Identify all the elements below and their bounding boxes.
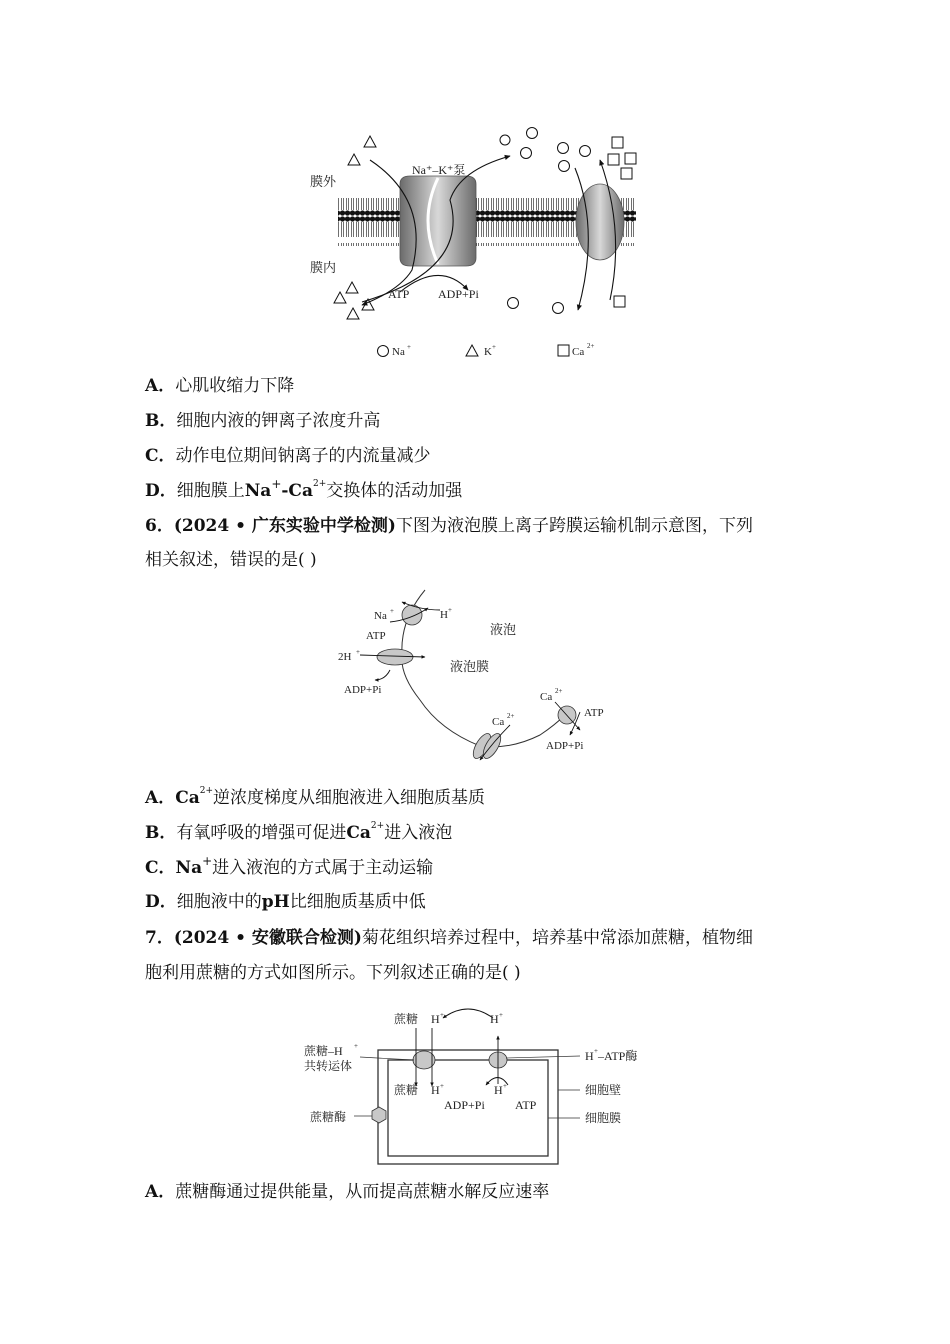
svg-text:蔗糖酶: 蔗糖酶 [310,1110,347,1124]
adp-label: ADP+Pi [438,287,479,301]
svg-text:Na: Na [374,610,387,622]
q6-stem-line-1: 6．(2024 • 广东实验中学检测)下图为液泡膜上离子跨膜运输机制示意图，下列 [145,516,753,536]
svg-text:+: + [503,1082,507,1090]
svg-text:蔗糖: 蔗糖 [394,1012,419,1026]
svg-text:Ca: Ca [540,691,553,703]
q7-stem-line-1: 7．(2024 • 安徽联合检测)菊花组织培养过程中，培养基中常添加蔗糖，植物细 [145,928,753,948]
svg-text:+: + [354,1042,358,1050]
q5-option-b: B．细胞内液的钾离子浓度升高 [145,411,381,431]
q6-option-c: C．Na+进入液泡的方式属于主动运输 [145,854,434,878]
svg-text:ADP+Pi: ADP+Pi [344,684,382,696]
svg-text:ADP+Pi: ADP+Pi [546,740,584,752]
inside-label: 膜内 [310,260,337,275]
q5-option-a: A．心肌收缩力下降 [145,376,295,396]
svg-text:+: + [594,1047,598,1055]
svg-text:ATP: ATP [366,630,386,642]
svg-text:+: + [390,607,394,615]
svg-text:H: H [431,1012,440,1026]
svg-text:Ca: Ca [572,346,585,358]
svg-text:–ATP酶: –ATP酶 [598,1049,638,1063]
svg-text:+: + [407,343,411,351]
q6-option-d: D．细胞液中的pH比细胞质基质中低 [145,892,426,912]
svg-text:细胞壁: 细胞壁 [585,1083,622,1097]
svg-text:K: K [484,346,492,358]
svg-text:+: + [448,606,452,614]
sucrase-enzyme [372,1107,386,1123]
svg-text:H: H [494,1083,503,1097]
svg-text:+: + [440,1082,444,1090]
svg-text:蔗糖: 蔗糖 [394,1083,419,1097]
ca-channel [470,731,504,761]
q7-stem-line-2: 胞利用蔗糖的方式如图所示。下列叙述正确的是( ) [145,963,521,983]
svg-text:H: H [431,1083,440,1097]
svg-text:H: H [440,609,448,621]
svg-text:液泡: 液泡 [490,622,517,637]
q6-option-b: B．有氧呼吸的增强可促进$Ca^{2+}$进入液泡 [145,821,453,843]
svg-text:ATP: ATP [584,707,604,719]
atp-label: ATP [388,287,410,301]
svg-text:ADP+Pi: ADP+Pi [444,1098,485,1112]
na-k-pump-protein [400,176,476,266]
svg-text:+: + [499,1011,503,1019]
q6-stem-line-2: 相关叙述，错误的是( ) [145,550,317,570]
svg-text:H: H [585,1049,594,1063]
svg-text:2+: 2+ [555,687,563,695]
q5-option-d: D．细胞膜上$Na^+-Ca^{2+}$交换体的活动加强 [145,477,463,501]
q7-option-a: A．蔗糖酶通过提供能量，从而提高蔗糖水解反应速率 [145,1182,550,1202]
svg-text:共转运体: 共转运体 [304,1059,353,1073]
h-pump [377,649,413,665]
svg-text:液泡膜: 液泡膜 [450,659,490,674]
svg-text:Na: Na [392,346,405,358]
figure-vacuole-membrane [330,580,630,780]
svg-text:ATP: ATP [515,1098,537,1112]
svg-text:蔗糖–H: 蔗糖–H [304,1044,343,1058]
svg-text:+: + [440,1011,444,1019]
svg-text:+: + [356,648,360,656]
svg-text:Ca: Ca [492,716,505,728]
figure-plant-cell-sucrose [298,1000,658,1170]
svg-text:2+: 2+ [507,712,515,720]
svg-text:细胞膜: 细胞膜 [585,1111,622,1125]
q6-option-a: A．$Ca^{2+}$逆浓度梯度从细胞液进入细胞质基质 [145,786,486,808]
q5-option-c: C．动作电位期间钠离子的内流量减少 [145,446,431,466]
svg-text:2+: 2+ [587,342,595,350]
figure-na-k-pump [300,120,650,370]
legend [378,342,595,358]
svg-text:2H: 2H [338,651,352,663]
svg-text:+: + [492,343,496,351]
outside-label: 膜外 [310,174,337,189]
svg-text:H: H [490,1012,499,1026]
pump-label: Na⁺–K⁺泵 [412,163,466,177]
